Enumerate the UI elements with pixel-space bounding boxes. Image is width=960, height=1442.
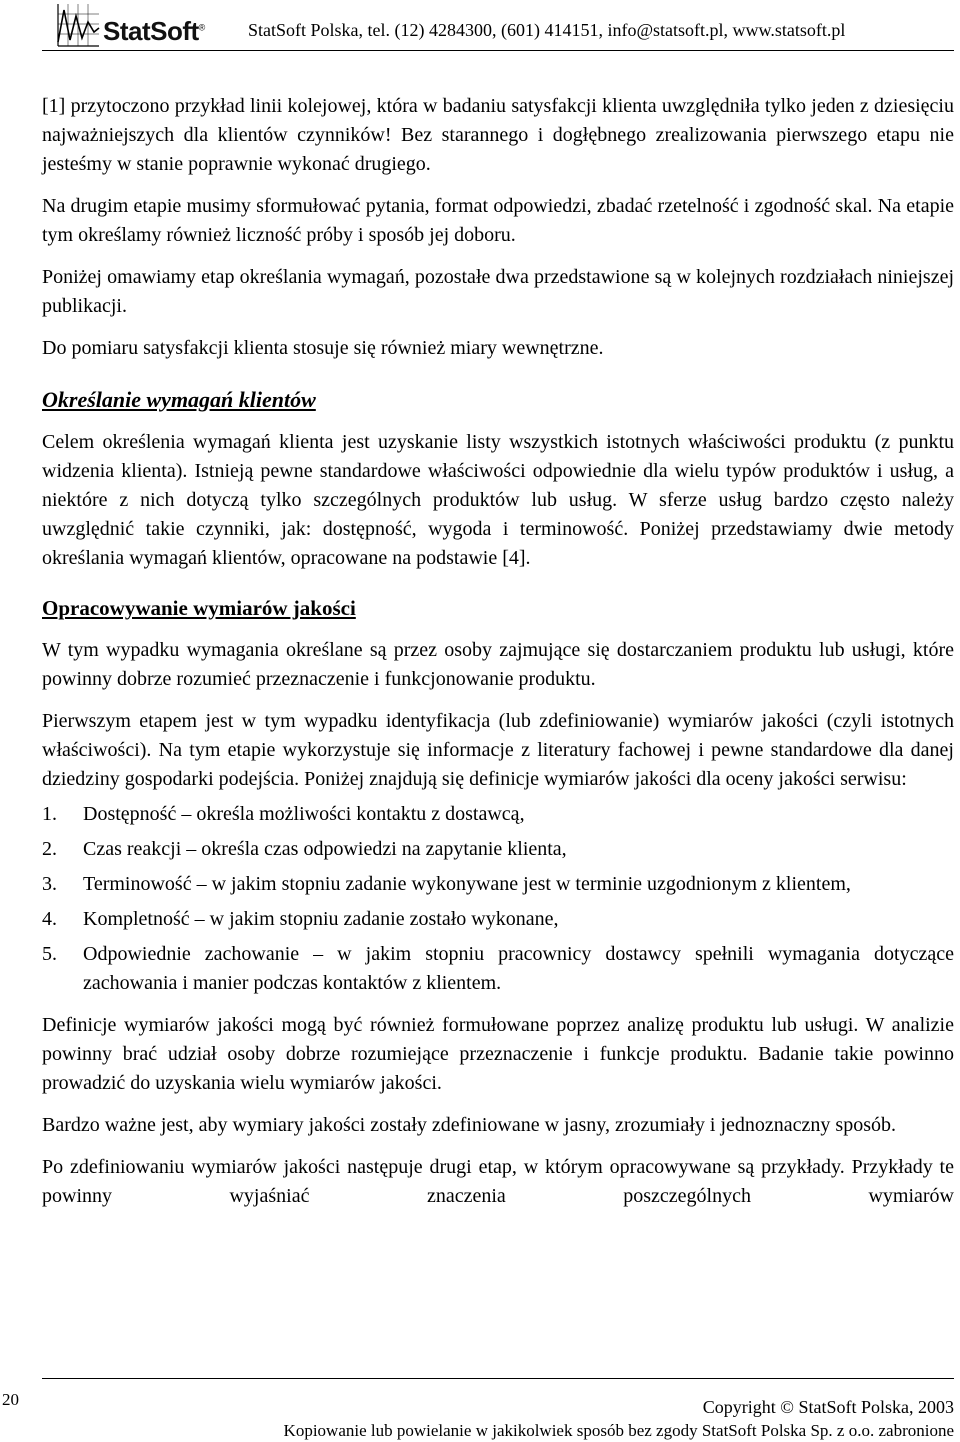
paragraph-dimensions-first-stage: Pierwszym etapem jest w tym wypadku identyfikacja (lub zdefiniowanie) wymiarów jakości (czyli istotnych właściwości). Na tym etapie wykorzystuje się informacje z literatury fachowej i pewne standardowe dla danej dziedziny gospodarki podejścia. Poniżej znajdują się definicje wymiarów jakości dla oceny jakości serwisu:: [42, 710, 954, 790]
header-contact-info: StatSoft Polska, tel. (12) 4284300, (601) 414151, info@statsoft.pl, www.statsoft.pl: [248, 20, 846, 40]
list-item: [42, 835, 954, 864]
list-item: [42, 940, 954, 998]
list-item-text: Terminowość – w jakim stopniu zadanie wykonywane jest w terminie uzgodnionym z klientem,: [83, 873, 851, 895]
paragraph-requirements-goal: Celem określenia wymagań klienta jest uzyskanie listy wszystkich istotnych właściwości produktu (z punktu widzenia klienta). Istnieją pewne standardowe właściwości odpowiednie dla wielu typów produktów i usług, a niektóre z nich dotyczą tylko szczególnych produktów lub usług. W sferze usług bardzo często należy uwzględnić takie czynniki, jak: dostępność, wygoda i terminowość. Poniżej przedstawiamy dwie metody określania wymagań klientów, opracowane na podstawie [4].: [42, 431, 954, 569]
list-item-number: 4.: [42, 908, 57, 930]
paragraph-railway-example: [1] przytoczono przykład linii kolejowej, która w badaniu satysfakcji klienta uwzględniła tylko jeden z dziesięciu najważniejszych dla klientów czynników! Bez starannego i dogłębnego zrealizowania pierwszego etapu nie jesteśmy w stanie poprawnie wykonać drugiego.: [42, 95, 954, 175]
page-header: [0, 0, 960, 60]
paragraph-definitions-analysis: Definicje wymiarów jakości mogą być również formułowane poprzez analizę produktu lub usługi. W analizie powinny brać udział osoby dobrze rozumiejące przeznaczenie i funkcje produktu. Badanie takie powinno prowadzić do uzyskania wielu wymiarów jakości.: [42, 1014, 954, 1094]
paragraph-second-stage: Na drugim etapie musimy sformułować pytania, format odpowiedzi, zbadać rzetelność i zgodność skal. Na etapie tym określamy również liczność próby i sposób jej doboru.: [42, 195, 954, 246]
list-item-text: Czas reakcji – określa czas odpowiedzi na zapytanie klienta,: [83, 838, 567, 860]
list-item-text: Kompletność – w jakim stopniu zadanie zostało wykonane,: [83, 908, 559, 930]
quality-dimensions-list: [42, 800, 954, 998]
paragraph-requirements-stage: Poniżej omawiamy etap określania wymagań, pozostałe dwa przedstawione są w kolejnych rozdziałach niniejszej publikacji.: [42, 266, 954, 317]
list-item-text: Dostępność – określa możliwości kontaktu z dostawcą,: [83, 803, 525, 825]
list-item: [42, 870, 954, 899]
logo-wordmark: StatSoft®: [103, 16, 205, 46]
list-item-number: 1.: [42, 803, 57, 825]
footer-copy-notice: Kopiowanie lub powielanie w jakikolwiek sposób bez zgody StatSoft Polska Sp. z o.o. zabronione: [283, 1421, 954, 1440]
paragraph-internal-measures: Do pomiaru satysfakcji klienta stosuje się również miary wewnętrzne.: [42, 337, 604, 359]
page-body: [42, 92, 954, 1224]
section-heading-requirements: Określanie wymagań klientów: [42, 387, 316, 412]
paragraph-dimensions-intro: W tym wypadku wymagania określane są przez osoby zajmujące się dostarczaniem produktu lub usługi, które powinny dobrze rozumieć przeznaczenie i funkcjonowanie produktu.: [42, 639, 954, 690]
footer-copyright: Copyright © StatSoft Polska, 2003: [702, 1397, 954, 1417]
page-number: 20: [2, 1390, 19, 1409]
statsoft-logo: [55, 2, 235, 48]
list-item: [42, 800, 954, 829]
subsection-heading-quality-dimensions: Opracowywanie wymiarów jakości: [42, 596, 356, 620]
header-divider: [42, 50, 954, 51]
statsoft-chart-logo-icon: [55, 2, 101, 48]
list-item: [42, 905, 954, 934]
paragraph-clear-definitions: Bardzo ważne jest, aby wymiary jakości zostały zdefiniowane w jasny, zrozumiały i jednoznaczny sposób.: [42, 1114, 896, 1136]
list-item-number: 3.: [42, 873, 57, 895]
paragraph-examples-stage: Po zdefiniowaniu wymiarów jakości następuje drugi etap, w którym opracowywane są przykłady. Przykłady te powinny wyjaśniać znaczenia poszczególnych wymiarów: [42, 1156, 954, 1207]
list-item-number: 2.: [42, 838, 57, 860]
list-item-text: Odpowiednie zachowanie – w jakim stopniu pracownicy dostawcy spełnili wymagania dotyczące zachowania i manier podczas kontaktów z klientem.: [83, 943, 954, 994]
list-item-number: 5.: [42, 943, 57, 965]
footer-divider: [42, 1378, 954, 1379]
